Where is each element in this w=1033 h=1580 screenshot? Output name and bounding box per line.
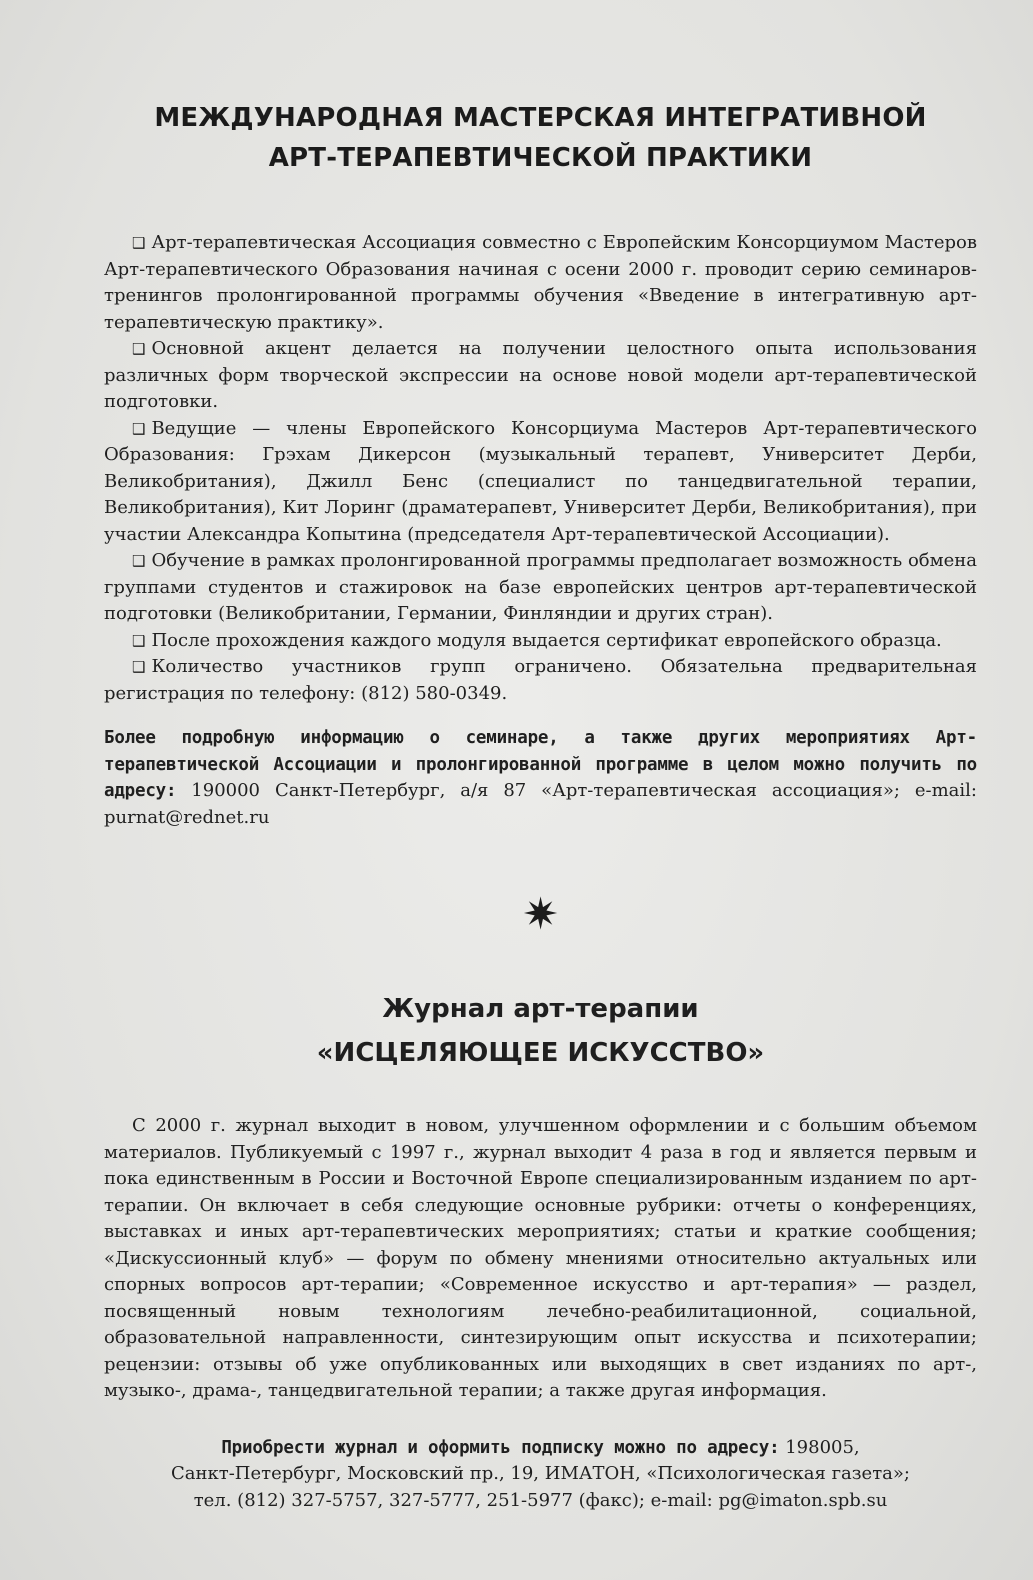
list-item-text: Основной акцент делается на получении целостного опыта использования различных форм творческой экспрессии на основе новой модели арт-терапевтической подготовки. — [104, 338, 977, 412]
list-item-text: После прохождения каждого модуля выдается сертификат европейского образца. — [151, 629, 942, 651]
workshop-items — [104, 230, 977, 707]
checkbox-icon: ❑ — [132, 419, 146, 438]
contact-info-address: 190000 Санкт-Петербург, а/я 87 «Арт-терапевтическая ассоциация»; e-mail: purnat@rednet.ru — [104, 780, 977, 828]
list-item-text: Ведущие — члены Европейского Консорциума Мастеров Арт-терапевтического Образования: Грэхам Дикерсон (музыкальный терапевт, Университет Дерби, Великобритания), Джилл Бенс (специалист по танцедвигательной терапии, Великобритания), Кит Лоринг (драматерапевт, Университет Дерби, Великобритания), при участии Александра Копытина (председателя Арт-терапевтической Ассоциации). — [104, 417, 977, 545]
workshop-contact-info — [104, 725, 977, 831]
asterisk-icon: ✷ — [522, 889, 559, 940]
list-item — [104, 628, 977, 655]
journal-title-line-1: Журнал арт-терапии — [382, 994, 699, 1024]
checkbox-icon: ❑ — [132, 234, 146, 252]
heading-line-2: АРТ-ТЕРАПЕВТИЧЕСКОЙ ПРАКТИКИ — [268, 143, 813, 173]
checkbox-icon: ❑ — [132, 658, 146, 676]
list-item — [104, 548, 977, 628]
section-heading-journal — [104, 987, 977, 1075]
list-item — [104, 654, 977, 707]
list-item — [104, 416, 977, 549]
checkbox-icon: ❑ — [132, 340, 146, 358]
checkbox-icon: ❑ — [132, 631, 146, 650]
heading-line-1: МЕЖДУНАРОДНАЯ МАСТЕРСКАЯ ИНТЕГРАТИВНОЙ — [154, 103, 927, 133]
list-item-text: Арт-терапевтическая Ассоциация совместно с Европейским Консорциумом Мастеров Арт-терапевтического Образования начиная с осени 2000 г. проводит серию семинаров-тренингов пролонгированной программы обучения «Введение в интегративную арт-терапевтическую практику». — [104, 232, 977, 333]
purchase-lead: Приобрести журнал и оформить подписку можно по адресу: — [221, 1437, 780, 1458]
purchase-line-2: Санкт-Петербург, Московский пр., 19, ИМАТОН, «Психологическая газета»; — [171, 1463, 910, 1484]
purchase-postcode: 198005, — [779, 1436, 860, 1458]
journal-description: С 2000 г. журнал выходит в новом, улучшенном оформлении и с большим объемом материалов. Публикуемый с 1997 г., журнал выходит 4 раза в год и является первым и пока единственным в России и Восточной Европе специализированным изданием по арт-терапии. Он включает в себя следующие основные рубрики: отчеты о конференциях, выставках и иных арт-терапевтических мероприятиях; статьи и краткие сообщения; «Дискуссионный клуб» — форум по обмену мнениями относительно актуальных или спорных вопросов арт-терапии; «Современное искусство и арт-терапия» — раздел, посвященный новым технологиям лечебно-реабилитационной, социальной, образовательной направленности, синтезирующим опыт искусства и психотерапии; рецензии: отзывы об уже опубликованных или выходящих в свет изданиях по арт-, музыко-, драма-, танцедвигательной терапии; а также другая информация. — [104, 1115, 977, 1401]
journal-title-line-2: «ИСЦЕЛЯЮЩЕЕ ИСКУССТВО» — [316, 1038, 765, 1068]
purchase-line-1 — [104, 1435, 977, 1462]
list-item — [104, 230, 977, 336]
purchase-line-3: тел. (812) 327-5757, 327-5777, 251-5977 (факс); e-mail: pg@imaton.spb.su — [193, 1489, 888, 1511]
list-item-text: Обучение в рамках пролонгированной программы предполагает возможность обмена группами студентов и стажировок на базе европейских центров арт-терапевтической подготовки (Великобритании, Германии, Финляндии и других стран). — [104, 550, 977, 624]
journal-purchase-info — [104, 1435, 977, 1515]
list-item-text: Количество участников групп ограничено. Обязательна предварительная регистрация по телефону: (812) 580-0349. — [104, 656, 977, 704]
list-item — [104, 336, 977, 416]
section-heading-workshop — [104, 98, 977, 178]
checkbox-icon: ❑ — [132, 552, 146, 570]
contact-info-lead: Более подробную информацию о семинаре, а также других мероприятиях Арт-терапевтической Ассоциации и пролонгированной программе в целом можно получить по адресу: — [104, 728, 977, 801]
